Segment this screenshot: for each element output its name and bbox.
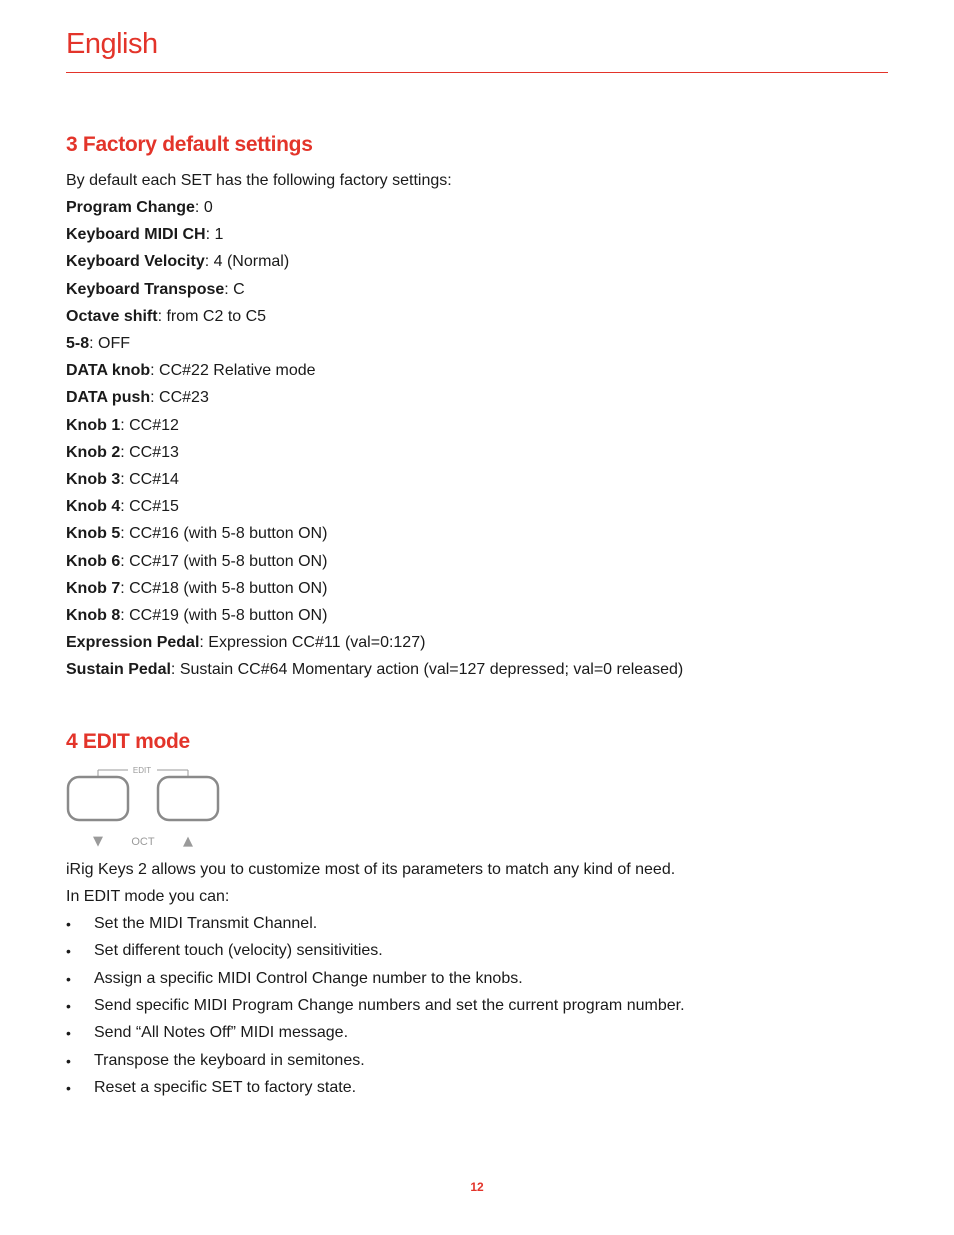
setting-value: : 4 (Normal) — [204, 253, 290, 270]
oct-up-button — [158, 777, 218, 820]
section-3-intro: By default each SET has the following factory settings: — [66, 172, 452, 189]
bullet-item: Transpose the keyboard in semitones. — [94, 1052, 365, 1069]
setting-row — [66, 361, 316, 381]
setting-row — [66, 660, 683, 680]
setting-label: Knob 3 — [66, 471, 121, 488]
page-number: 12 — [470, 1180, 484, 1194]
setting-row — [66, 388, 209, 408]
setting-row — [66, 470, 179, 490]
setting-label: Program Change — [66, 199, 195, 216]
setting-label: Keyboard MIDI CH — [66, 226, 206, 243]
setting-value: : C — [224, 281, 245, 298]
bullet-icon: • — [66, 998, 71, 1014]
setting-value: : CC#12 — [120, 417, 179, 434]
bullet-icon: • — [66, 971, 71, 987]
setting-value: : CC#13 — [120, 444, 179, 461]
setting-value: : CC#14 — [120, 471, 179, 488]
setting-row — [66, 334, 130, 354]
page-header-title: English — [66, 28, 158, 60]
setting-label: Knob 7 — [66, 580, 121, 597]
setting-row — [66, 633, 425, 653]
setting-row — [66, 606, 327, 626]
setting-value: : Sustain CC#64 Momentary action (val=127 depressed; val=0 released) — [170, 661, 684, 678]
triangle-up-icon: ▲ — [183, 834, 193, 849]
bullet-item: Reset a specific SET to factory state. — [94, 1079, 357, 1096]
bullet-icon: • — [66, 943, 71, 959]
setting-label: Expression Pedal — [66, 634, 200, 651]
setting-row — [66, 552, 327, 572]
setting-value: : 1 — [205, 226, 224, 243]
edit-mode-paragraph-1: iRig Keys 2 allows you to customize most of its parameters to match any kind of need. — [66, 861, 676, 878]
setting-row — [66, 198, 213, 218]
setting-row — [66, 307, 266, 327]
setting-label: Knob 4 — [66, 498, 121, 515]
bullet-icon: • — [66, 916, 71, 932]
bullet-item: Assign a specific MIDI Control Change number to the knobs. — [94, 970, 523, 987]
setting-label: DATA knob — [66, 362, 151, 379]
setting-row — [66, 416, 179, 436]
setting-value: : OFF — [89, 335, 131, 352]
setting-value: : from C2 to C5 — [157, 308, 267, 325]
header-divider — [66, 72, 888, 73]
oct-label: OCT — [131, 836, 155, 848]
setting-value: : CC#19 (with 5-8 button ON) — [120, 607, 328, 624]
setting-label: Keyboard Velocity — [66, 253, 205, 270]
oct-down-button — [68, 777, 128, 820]
bullet-icon: • — [66, 1025, 71, 1041]
setting-row — [66, 225, 223, 245]
bullet-item: Set the MIDI Transmit Channel. — [94, 915, 318, 932]
setting-value: : Expression CC#11 (val=0:127) — [199, 634, 426, 651]
section-4-heading: 4 EDIT mode — [66, 730, 190, 753]
bullet-icon: • — [66, 1080, 71, 1096]
setting-label: Knob 2 — [66, 444, 121, 461]
setting-label: DATA push — [66, 389, 151, 406]
setting-value: : CC#23 — [150, 389, 209, 406]
setting-label: Octave shift — [66, 308, 158, 325]
setting-row — [66, 497, 179, 517]
edit-label: EDIT — [132, 766, 152, 775]
setting-label: 5-8 — [66, 335, 90, 352]
setting-label: Knob 8 — [66, 607, 121, 624]
triangle-down-icon: ▼ — [93, 834, 103, 849]
setting-label: Keyboard Transpose — [66, 281, 225, 298]
setting-row — [66, 252, 289, 272]
setting-label: Sustain Pedal — [66, 661, 171, 678]
setting-value: : CC#22 Relative mode — [150, 362, 316, 379]
setting-value: : 0 — [194, 199, 213, 216]
setting-row — [66, 524, 327, 544]
bullet-icon: • — [66, 1053, 71, 1069]
edit-buttons-figure — [60, 760, 230, 855]
setting-label: Knob 5 — [66, 525, 121, 542]
setting-label: Knob 6 — [66, 553, 121, 570]
edit-mode-paragraph-2: In EDIT mode you can: — [66, 888, 230, 905]
setting-value: : CC#16 (with 5-8 button ON) — [120, 525, 328, 542]
setting-row — [66, 280, 245, 300]
setting-value: : CC#17 (with 5-8 button ON) — [120, 553, 328, 570]
setting-value: : CC#18 (with 5-8 button ON) — [120, 580, 328, 597]
bullet-item: Set different touch (velocity) sensitivities. — [94, 942, 383, 959]
setting-value: : CC#15 — [120, 498, 179, 515]
setting-label: Knob 1 — [66, 417, 121, 434]
setting-row — [66, 443, 179, 463]
bullet-item: Send “All Notes Off” MIDI message. — [94, 1024, 349, 1041]
bullet-item: Send specific MIDI Program Change numbers and set the current program number. — [94, 997, 685, 1014]
setting-row — [66, 579, 327, 599]
section-3-heading: 3 Factory default settings — [66, 133, 313, 156]
